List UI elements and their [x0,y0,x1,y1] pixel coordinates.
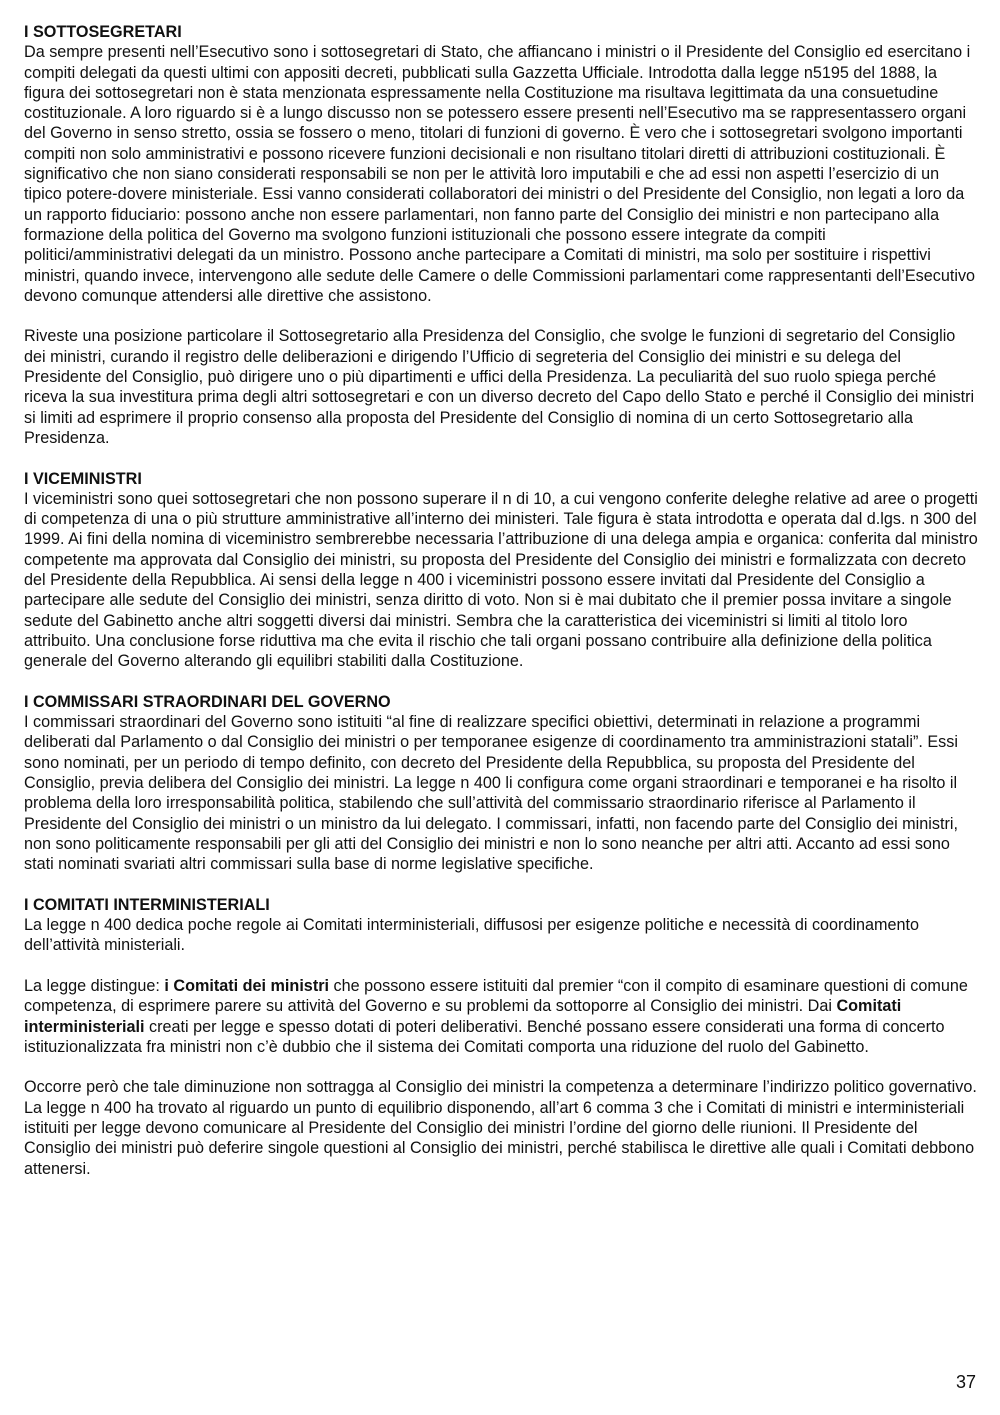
text-run: che possono essere istituiti dal premier “con il compito di esaminare questioni di comune competenza, di esprimere parere su attività del Governo e su problemi da sottoporre al Consiglio dei ministri. Dai [24,976,968,1016]
paragraph: I commissari straordinari del Governo sono istituiti “al fine di realizzare specifici obiettivi, determinati in relazione a programmi deliberati dal Parlamento o dal Consiglio dei ministri o per temporanee esigenze di coordinamento tra amministrazioni statali”. Essi sono nominati, per un periodo di tempo definito, con decreto del Presidente della Repubblica, su proposta del Presidente del Consiglio, previa delibera del Consiglio dei ministri. La legge n 400 li configura come organi straordinari e temporanei e ha risolto il problema della loro irresponsabilità politica, stabilendo che sull’attività del commissario straordinario riferisce al Parlamento il Presidente del Consiglio dei ministri o un ministro da lui delegato. I commissari, infatti, non facendo parte del Consiglio dei ministri, non sono politicamente responsabili per gli atti del Consiglio dei ministri e non lo sono neanche per altri atti. Accanto ad essi sono stati nominati svariati altri commissari sulla base di norme legislative specifiche. [24,713,958,874]
section-viceministri [24,469,978,672]
paragraph: La legge n 400 dedica poche regole ai Comitati interministeriali, diffusosi per esigenze politiche e necessità di coordinamento dell’attività ministeriali. [24,916,920,955]
section-sottosegretari [24,22,978,448]
paragraph: Da sempre presenti nell’Esecutivo sono i sottosegretari di Stato, che affiancano i ministri o il Presidente del Consiglio ed esercitano i compiti delegati da questi ultimi con appositi decreti, pubblicati sulla Gazzetta Ufficiale. Introdotta dalla legge n5195 del 1888, la figura dei sottosegretari non è stata menzionata espressamente nella Costituzione ma risultava legittimata da una consuetudine costituzionale. A loro riguardo si è a lungo discusso non se potessero essere presenti nell’Esecutivo ma se rappresentassero organi del Governo in senso stretto, ossia se fossero o meno, titolari di funzioni di governo. È vero che i sottosegretari svolgono importanti compiti non solo amministrativi e possono ricevere funzioni decisionali e non risultano titolari diretti di attribuzioni costituzionali. È significativo che non siano considerati responsabili se non per le attività loro imputabili e che ad essi non aspetti l’esercizio di un tipico potere-dovere ministeriale. Essi vanno considerati collaboratori dei ministri o del Presidente del Consiglio, non legati a loro da un rapporto fiduciario: possono anche non essere parlamentari, non fanno parte del Consiglio dei ministri e non partecipano alla formazione della politica del Governo ma svolgono funzioni istituzionali che possono essere integrate da compiti politici/amministrativi delegati da un ministro. Possono anche partecipare a Comitati di ministri, ma solo per sostituire i rispettivi ministri, quando invece, intervengono alle sedute delle Camere o delle Commissioni parlamentari come rappresentanti dell’Esecutivo devono comunque attendersi alle direttive che assistono. [24,43,976,305]
paragraph: Riveste una posizione particolare il Sottosegretario alla Presidenza del Consiglio, che svolge le funzioni di segretario del Consiglio dei ministri, curando il registro delle deliberazioni e dirigendo l’Ufficio di segreteria del Consiglio dei ministri e su delega del Presidente del Consiglio, può dirigere uno o più dipartimenti e uffici della Presidenza. La peculiarità del suo ruolo spiega perché riceva la sua investitura prima degli altri sottosegretari e con un diverso decreto del Capo dello Stato e perché il Consiglio dei ministri si limiti ad esprimere il proprio consenso alla proposta del Presidente del Consiglio di nomina di un certo Sottosegretario alla Presidenza. [24,327,975,447]
document-page [24,22,978,1199]
section-comitati [24,895,978,1179]
paragraph: Occorre però che tale diminuzione non sottragga al Consiglio dei ministri la competenza a determinare l’indirizzo politico governativo. La legge n 400 ha trovato al riguardo un punto di equilibrio disponendo, all’art 6 comma 3 che i Comitati di ministri e interministeriali istituiti per legge devono comunicare al Presidente del Consiglio dei ministri l’ordine del giorno delle riunioni. Il Presidente del Consiglio dei ministri può deferire singole questioni al Consiglio dei ministri, perché stabilisca le direttive alle quali i Comitati debbono attenersi. [24,1078,977,1178]
section-heading: I COMITATI INTERMINISTERIALI [24,895,270,914]
paragraph: I viceministri sono quei sottosegretari che non possono superare il n di 10, a cui vengono conferite deleghe relative ad aree o progetti di competenza di una o più strutture amministrative all’interno dei ministeri. Tale figura è stata introdotta e operata dal d.lgs. n 300 del 1999. Ai fini della nomina di viceministro sembrerebbe necessaria l’attribuzione di una delega ampia e organica: conferita dal ministro competente ma approvata dal Consiglio dei ministri, su proposta del Presidente del Consiglio dei ministri e formalizzata con decreto del Presidente della Repubblica. Ai sensi della legge n 400 i viceministri possono essere invitati dal Presidente del Consiglio a partecipare alle sedute del Consiglio dei ministri, senza diritto di voto. Non si è mai dubitato che il premier possa invitare a singole sedute del Gabinetto anche altri soggetti diversi dai ministri. Sembra che la caratteristica dei viceministri si limiti al titolo loro attribuito. Una conclusione forse riduttiva ma che evita il rischio che tali organi possano contribuire alla definizione della politica generale del Governo alterando gli equilibri stabiliti dalla Costituzione. [24,489,978,671]
text-run: La legge distingue: [24,976,165,995]
section-heading: I VICEMINISTRI [24,469,142,488]
section-heading: I SOTTOSEGRETARI [24,23,182,41]
section-commissari [24,692,978,875]
bold-term: i Comitati dei ministri [164,976,330,995]
text-run: creati per legge e spesso dotati di poteri deliberativi. Benché possano essere considerati una forma di concerto istituzionalizzata fra ministri non c’è dubbio che il sistema dei Comitati comporta una riduzione del ruolo del Gabinetto. [24,1017,945,1056]
section-heading: I COMMISSARI STRAORDINARI DEL GOVERNO [24,692,391,711]
paragraph-mixed [24,976,978,1057]
page-number: 37 [955,1372,976,1392]
bold-term: Comitati interministeriali [24,997,902,1036]
